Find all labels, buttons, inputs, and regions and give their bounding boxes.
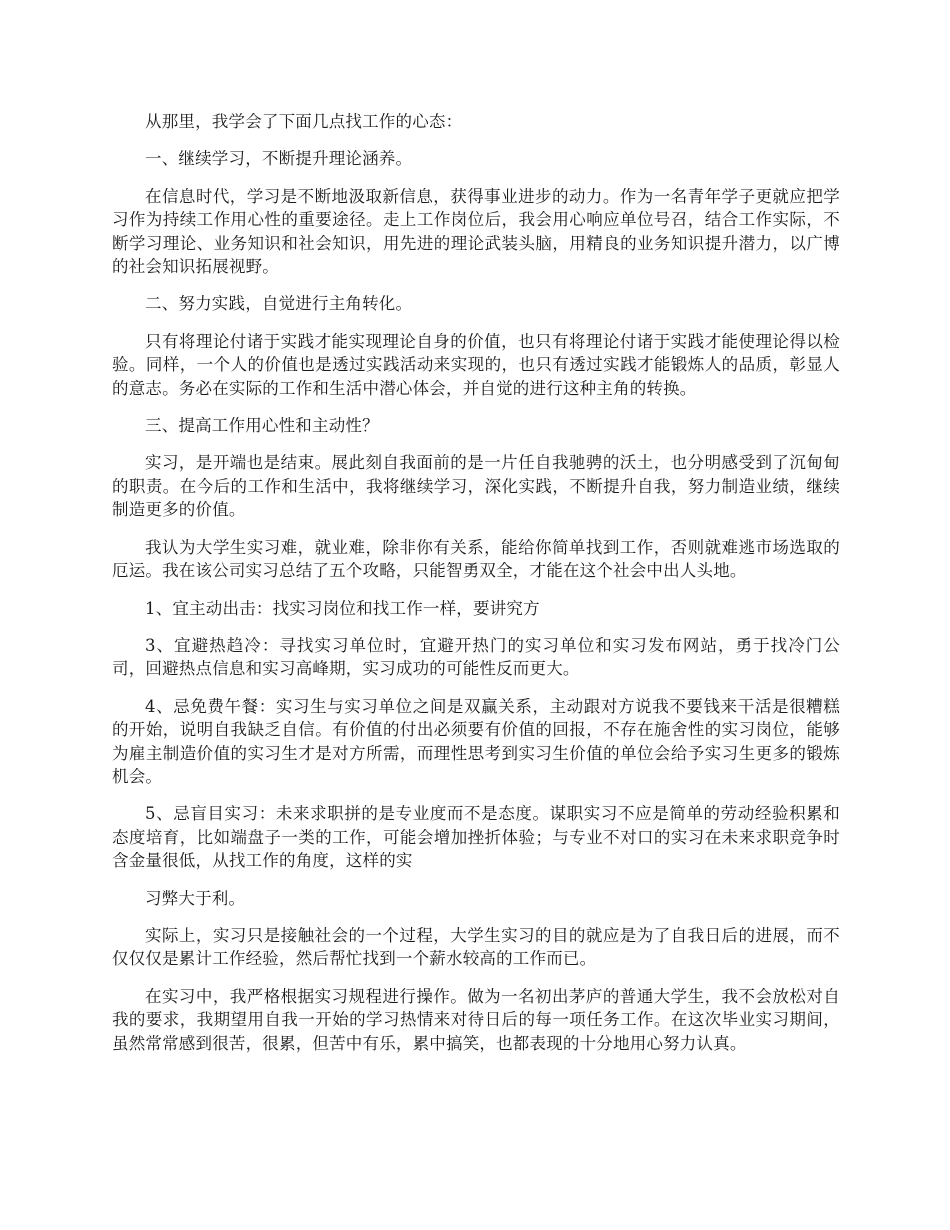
list-item: 1、宜主动出击：找实习岗位和找工作一样，要讲究方	[145, 598, 540, 618]
paragraph: 实习，是开端也是结束。展此刻自我面前的是一片任自我驰骋的沃土，也分明感受到了沉甸甸的职责。在今后的工作和生活中，我将继续学习，深化实践，不断提升自我，努力制造业绩，继续制造更多的价值。	[112, 453, 840, 520]
list-item: 5、忌盲目实习：未来求职拼的是专业度而不是态度。谋职实习不应是简单的劳动经验积累和态度培育，比如端盘子一类的工作，可能会增加挫折体验；与专业不对口的实习在未来求职竞争时含金量很低，从找工作的角度，这样的实	[112, 804, 840, 871]
list-item: 3、宜避热趋冷：寻找实习单位时，宜避开热门的实习单位和实习发布网站，勇于找冷门公司，回避热点信息和实习高峰期，实习成功的可能性反而更大。	[112, 635, 840, 679]
paragraph: 在实习中，我严格根据实习规程进行操作。做为一名初出茅庐的普通大学生，我不会放松对自我的要求，我期望用自我一开始的学习热情来对待日后的每一项任务工作。在这次毕业实习期间，虽然常常感到很苦，很累，但苦中有乐，累中搞笑，也都表现的十分地用心努力认真。	[112, 986, 840, 1053]
intro-paragraph: 从那里，我学会了下面几点找工作的心态：	[145, 112, 463, 131]
paragraph: 只有将理论付诸于实践才能实现理论自身的价值，也只有将理论付诸于实践才能使理论得以检验。同样，一个人的价值也是透过实践活动来实现的，也只有透过实践才能锻炼人的品质，彰显人的意志。务必在实际的工作和生活中潜心体会，并自觉的进行这种主角的转换。	[112, 331, 840, 398]
section-heading-3: 三、提高工作用心性和主动性？	[145, 416, 379, 436]
document-body	[112, 110, 840, 1069]
paragraph: 实际上，实习只是接触社会的一个过程，大学生实习的目的就应是为了自我日后的进展，而不仅仅仅是累计工作经验，然后帮忙找到一个薪水较高的工作而已。	[112, 925, 840, 969]
paragraph: 我认为大学生实习难，就业难，除非你有关系，能给你简单找到工作，否则就难逃市场选取的厄运。我在该公司实习总结了五个攻略，只能智勇双全，才能在这个社会中出人头地。	[112, 537, 840, 581]
list-item: 4、忌免费午餐：实习生与实习单位之间是双赢关系，主动跟对方说我不要钱来干活是很糟糕的开始，说明自我缺乏自信。有价值的付出必须要有价值的回报，不存在施舍性的实习岗位，能够为雇主制造价值的实习生才是对方所需，而理性思考到实习生价值的单位会给予实习生更多的锻炼机会。	[112, 696, 840, 786]
section-heading-2: 二、努力实践，自觉进行主角转化。	[145, 294, 413, 314]
paragraph-continuation: 习弊大于利。	[145, 888, 246, 908]
paragraph: 在信息时代，学习是不断地汲取新信息，获得事业进步的动力。作为一名青年学子更就应把学习作为持续工作用心性的重要途径。走上工作岗位后，我会用心响应单位号召，结合工作实际，不断学习理论、业务知识和社会知识，用先进的理论武装头脑，用精良的业务知识提升潜力，以广博的社会知识拓展视野。	[112, 186, 840, 277]
section-heading-1: 一、继续学习，不断提升理论涵养。	[145, 149, 413, 169]
